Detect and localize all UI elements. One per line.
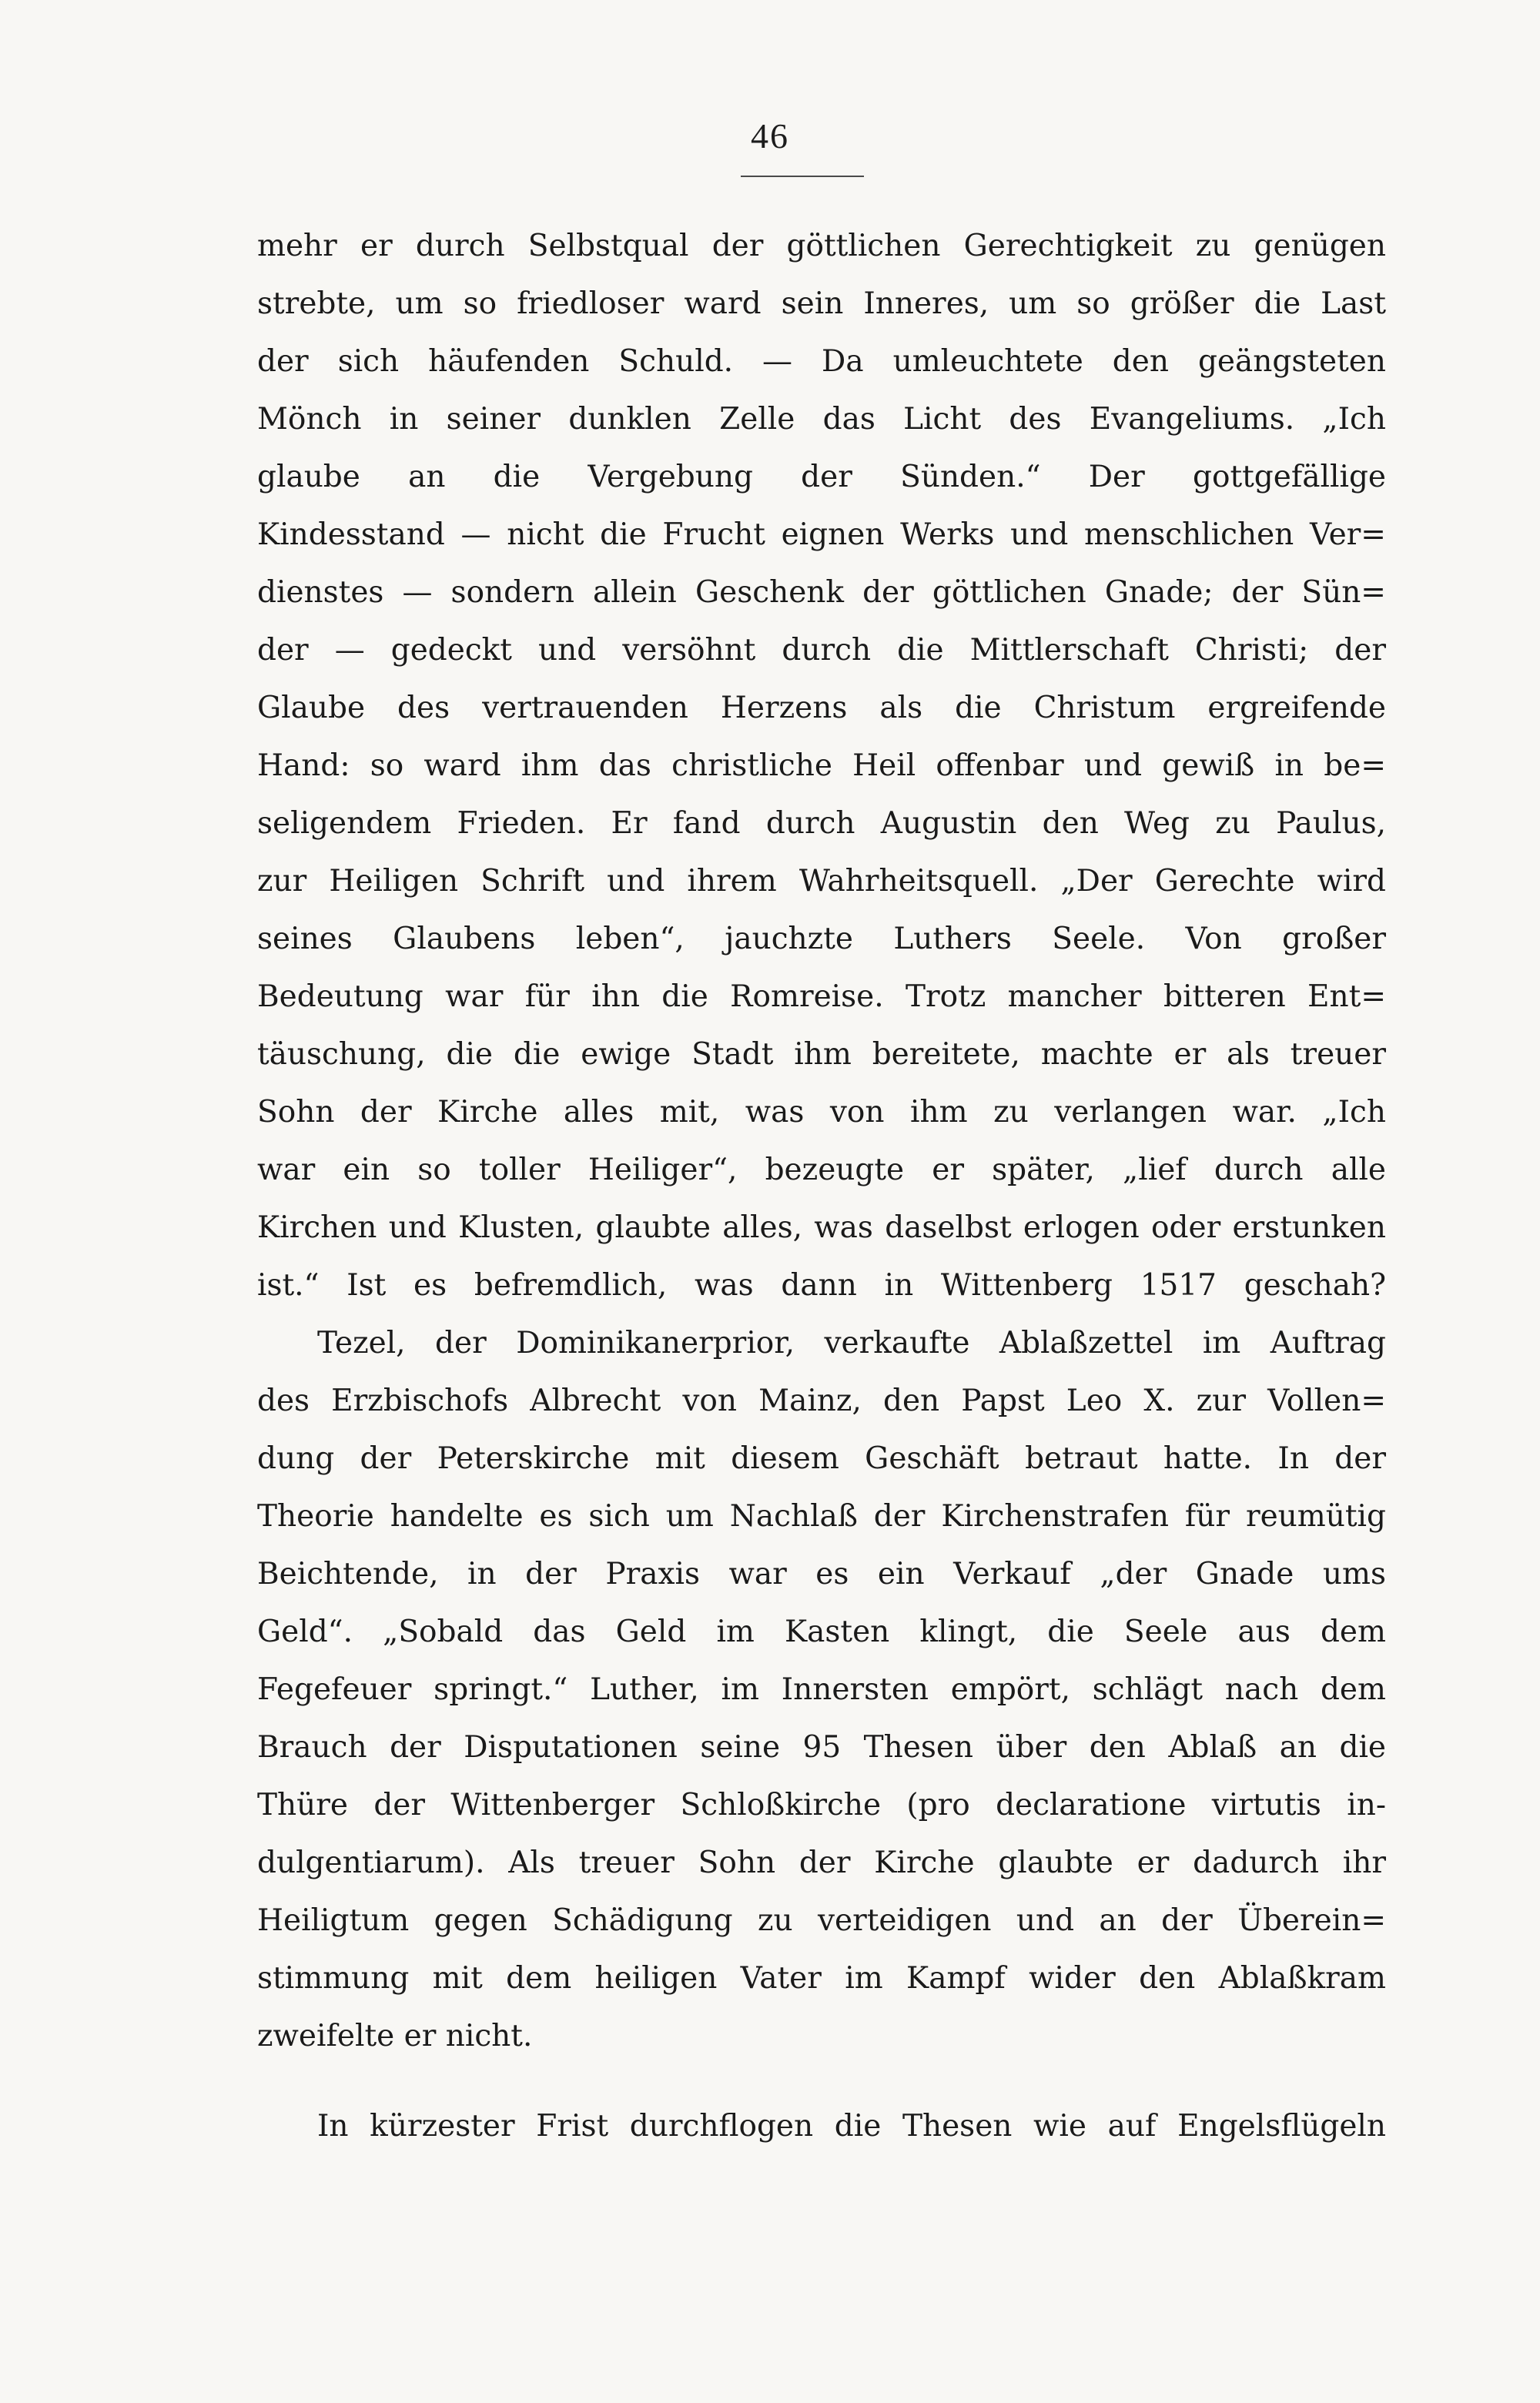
text-line: ist.“ Ist es befremdlich, was dann in Wittenberg 1517 geschah?: [257, 1268, 1386, 1303]
text-line: Mönch in seiner dunklen Zelle das Licht des Evangeliums. „Ich: [257, 402, 1386, 437]
text-line: seines Glaubens leben“, jauchzte Luthers Seele. Von großer: [257, 922, 1386, 956]
text-line: dienstes — sondern allein Geschenk der göttlichen Gnade; der Sün=: [257, 575, 1386, 610]
text-line: Thüre der Wittenberger Schloßkirche (pro declaratione virtutis in-: [257, 1788, 1386, 1822]
body-text: [257, 217, 1386, 2155]
text-line: In kürzester Frist durchflogen die Thesen wie auf Engelsflügeln: [317, 2109, 1386, 2144]
paragraph-2: [257, 1314, 1386, 2065]
text-line: des Erzbischofs Albrecht von Mainz, den Papst Leo X. zur Vollen=: [257, 1384, 1386, 1418]
text-line: zweifelte er nicht.: [257, 2019, 533, 2053]
text-line: stimmung mit dem heiligen Vater im Kampf wider den Ablaßkram: [257, 1961, 1386, 1996]
text-line: Bedeutung war für ihn die Romreise. Trotz mancher bitteren Ent=: [257, 979, 1386, 1014]
text-line: dulgentiarum). Als treuer Sohn der Kirche glaubte er dadurch ihr: [257, 1846, 1386, 1880]
page-number: 46: [751, 116, 789, 156]
text-line: Geld“. „Sobald das Geld im Kasten klingt, die Seele aus dem: [257, 1615, 1386, 1649]
text-line: Tezel, der Dominikanerprior, verkaufte Ablaßzettel im Auftrag: [317, 1326, 1386, 1360]
text-line: Brauch der Disputationen seine 95 Thesen über den Ablaß an die: [257, 1730, 1386, 1765]
text-line: mehr er durch Selbstqual der göttlichen Gerechtigkeit zu genügen: [257, 229, 1386, 263]
text-line: Theorie handelte es sich um Nachlaß der Kirchenstrafen für reumütig: [257, 1499, 1386, 1534]
text-line: war ein so toller Heiliger“, bezeugte er später, „lief durch alle: [257, 1153, 1386, 1187]
text-line: Glaube des vertrauenden Herzens als die Christum ergreifende: [257, 691, 1386, 725]
text-line: täuschung, die die ewige Stadt ihm bereitete, machte er als treuer: [257, 1037, 1386, 1072]
paragraph-gap: [257, 2065, 1386, 2097]
text-line: zur Heiligen Schrift und ihrem Wahrheitsquell. „Der Gerechte wird: [257, 864, 1386, 899]
text-line: glaube an die Vergebung der Sünden.“ Der gottgefällige: [257, 460, 1386, 494]
text-line: Sohn der Kirche alles mit, was von ihm zu verlangen war. „Ich: [257, 1095, 1386, 1130]
text-line: Beichtende, in der Praxis war es ein Verkauf „der Gnade ums: [257, 1557, 1386, 1591]
paragraph-3: [257, 2097, 1386, 2155]
text-line: Fegefeuer springt.“ Luther, im Innersten empört, schlägt nach dem: [257, 1672, 1386, 1707]
text-line: der sich häufenden Schuld. — Da umleuchtete den geängsteten: [257, 344, 1386, 379]
text-line: der — gedeckt und versöhnt durch die Mittlerschaft Christi; der: [257, 633, 1386, 668]
text-line: Heiligtum gegen Schädigung zu verteidigen und an der Überein=: [257, 1903, 1386, 1938]
text-line: seligendem Frieden. Er fand durch Augustin den Weg zu Paulus,: [257, 806, 1386, 841]
text-line: Kirchen und Klusten, glaubte alles, was daselbst erlogen oder erstunken: [257, 1210, 1386, 1245]
header-rule: [741, 176, 864, 177]
text-line: Hand: so ward ihm das christliche Heil offenbar und gewiß in be=: [257, 748, 1386, 783]
text-line: Kindesstand — nicht die Frucht eignen Werks und menschlichen Ver=: [257, 517, 1386, 552]
text-line: strebte, um so friedloser ward sein Inneres, um so größer die Last: [257, 286, 1386, 321]
text-line: dung der Peterskirche mit diesem Geschäft betraut hatte. In der: [257, 1441, 1386, 1476]
paragraph-1: [257, 217, 1386, 1314]
